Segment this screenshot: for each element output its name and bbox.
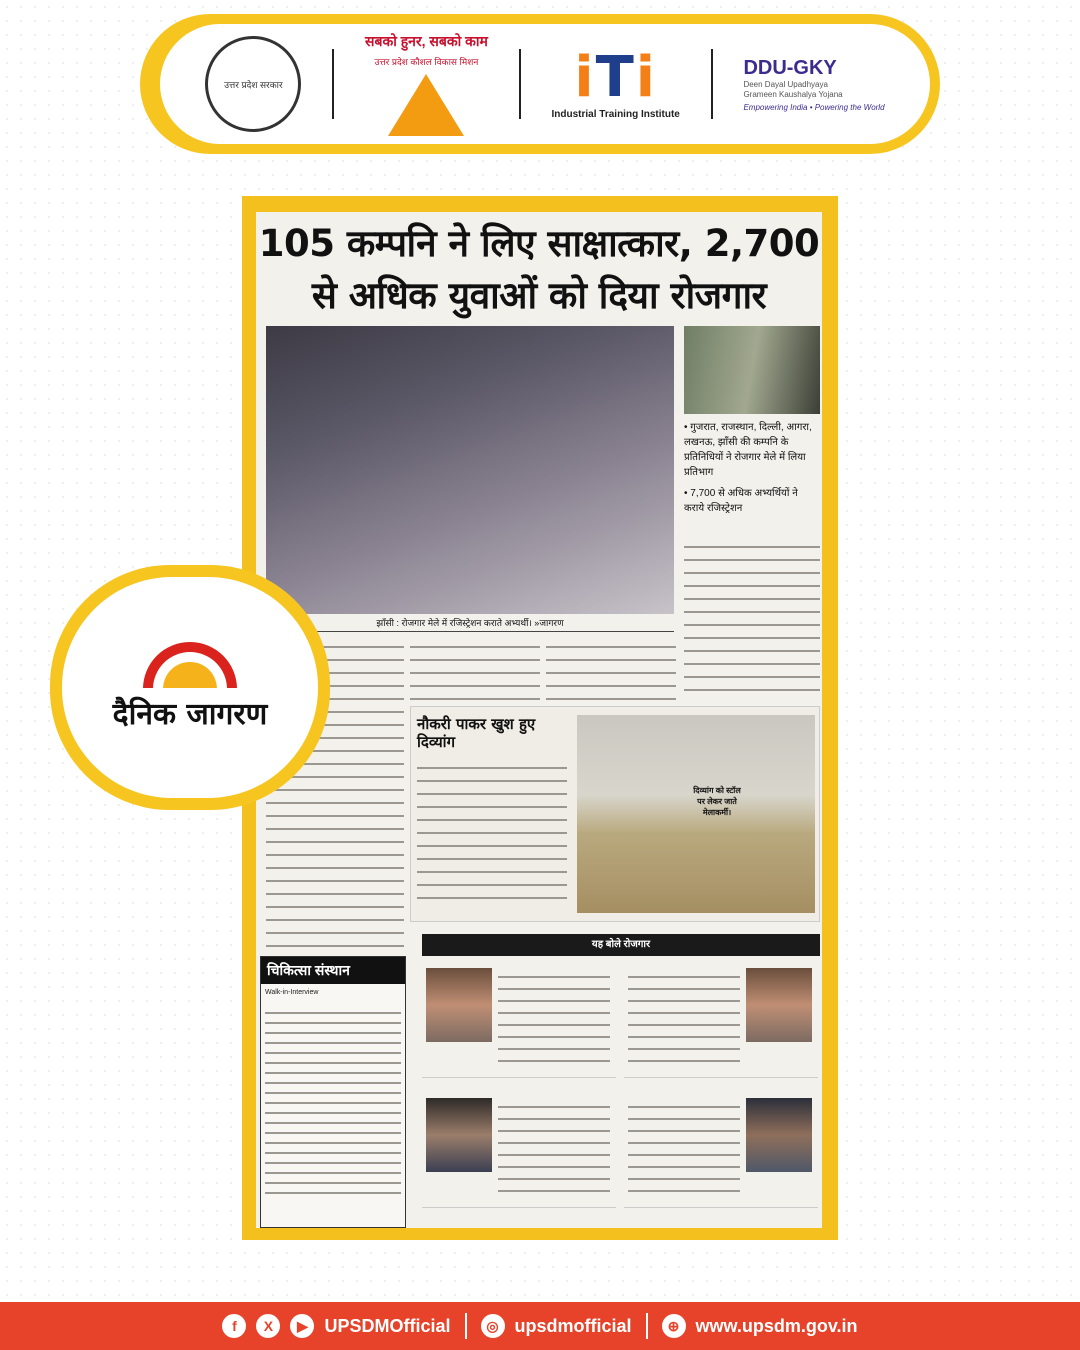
key-point: • 7,700 से अधिक अभ्यर्थियों ने कराये रजिस्ट्रेशन [684, 488, 798, 514]
handle-upsdmofficial[interactable]: UPSDMOfficial [324, 1315, 451, 1336]
testimonial-card [422, 1092, 616, 1208]
up-seal-icon: उत्तर प्रदेश सरकार [205, 36, 301, 132]
testimonial-text [498, 1098, 610, 1198]
skill-mission-name: उत्तर प्रदेश कौशल विकास मिशन [374, 57, 479, 67]
classified-ad [260, 956, 406, 1228]
instagram-icon[interactable]: ◎ [481, 1314, 505, 1338]
divyang-heading: नौकरी पाकर खुश हुए दिव्यांग [417, 715, 536, 751]
skill-tagline: सबको हुनर, सबको काम [364, 33, 488, 49]
person-photo [426, 1098, 492, 1172]
headline: 105 कम्पनि ने लिए साक्षात्कार, 2,700 से अधिक युवाओं को दिया रोजगार [258, 222, 820, 317]
newspaper-name: दैनिक जागरण [112, 697, 268, 732]
candidates-queue-photo [684, 326, 820, 414]
facebook-icon[interactable]: f [222, 1314, 246, 1338]
photo-caption: झाँसी : रोजगार मेले में रजिस्ट्रेशन कराते अभ्यर्थी। »जागरण [266, 616, 674, 632]
divider [646, 1313, 648, 1339]
x-icon[interactable]: X [256, 1314, 280, 1338]
handle-instagram[interactable]: upsdmofficial [514, 1315, 632, 1336]
skill-mission-logo [365, 32, 488, 136]
key-points [684, 420, 816, 522]
job-fair-photo [266, 326, 674, 614]
logo-strip [160, 24, 930, 144]
newspaper-clipping [256, 212, 822, 1228]
iti-logo [551, 44, 680, 120]
person-photo [746, 968, 812, 1042]
photo-note: दिव्यांग को स्टॉल पर लेकर जाते मेलाकर्मी। [693, 786, 741, 817]
up-government-logo [205, 36, 301, 132]
testimonial-text [498, 968, 610, 1068]
ad-body-text [265, 1006, 401, 1196]
key-point: • गुजरात, राजस्थान, दिल्ली, आगरा, लखनऊ, झाँसी की कम्पनि के प्रतिनिधियों ने रोजगार मेले में लिया प्रतिभाग [684, 422, 812, 478]
divider [519, 49, 521, 119]
skill-triangle-icon [388, 74, 464, 136]
testimonial-text [628, 1098, 740, 1198]
youtube-icon[interactable]: ▶ [290, 1314, 314, 1338]
divider [465, 1313, 467, 1339]
person-photo [426, 968, 492, 1042]
divider [711, 49, 713, 119]
ad-subtitle: Walk-in-Interview [265, 989, 319, 996]
ddu-gky-logo [743, 57, 884, 112]
social-footer [0, 1302, 1080, 1350]
divider [332, 49, 334, 119]
ddu-tagline: Empowering India • Powering the World [743, 102, 885, 112]
sun-logo-icon [143, 642, 237, 688]
globe-icon[interactable]: ⊕ [662, 1314, 686, 1338]
testimonial-card [422, 962, 616, 1078]
ad-title: चिकित्सा संस्थान [261, 957, 405, 984]
iti-full-name: Industrial Training Institute [551, 108, 680, 120]
divyang-text [417, 759, 567, 909]
person-photo [746, 1098, 812, 1172]
section-bar: यह बोले रोजगार [422, 934, 820, 956]
article-body-text [410, 638, 540, 700]
ddu-line2: Grameen Kaushalya Yojana [743, 89, 843, 99]
divyang-photo [577, 715, 815, 913]
iti-mark: iTi [574, 44, 657, 110]
testimonial-card [624, 1092, 818, 1208]
article-body-text [684, 538, 820, 700]
ddu-title: DDU-GKY [743, 56, 837, 79]
divyang-story [410, 706, 820, 922]
testimonial-text [628, 968, 740, 1068]
ddu-line1: Deen Dayal Upadhyaya [743, 79, 828, 89]
article-body-text [546, 638, 676, 700]
dainik-jagran-badge [62, 577, 318, 798]
website-link[interactable]: www.upsdm.gov.in [695, 1315, 858, 1336]
testimonial-card [624, 962, 818, 1078]
